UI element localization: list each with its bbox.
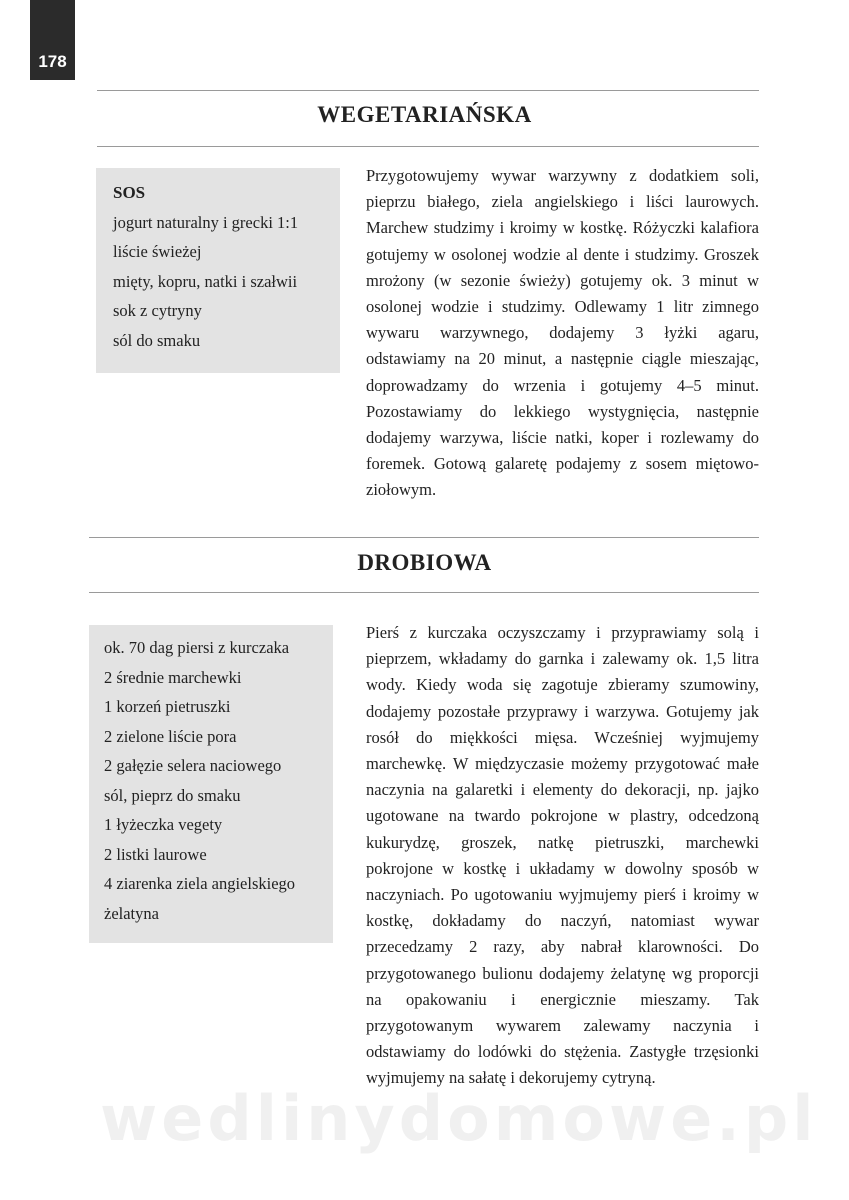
ingredient-item: mięty, kopru, natki i szałwii [113,271,298,291]
ingredient-item: 1 korzeń pietruszki [104,697,231,716]
page-number: 178 [38,52,67,71]
ingredient-item: 2 zielone liście pora [104,726,237,746]
section-title: DROBIOWA [357,550,492,575]
ingredient-item: 4 ziarenka ziela angielskiego [104,874,296,893]
section-rule-top [97,90,759,91]
section-title: WEGETARIAŃSKA [317,102,532,127]
section-rule-bottom [97,146,759,147]
ingredient-item: liście świeżej [113,242,202,261]
section-rule-bottom [89,592,759,593]
ingredient-item: żelatyna [104,903,159,923]
ingredient-item: sól do smaku [113,330,201,350]
ingredient-item: sól, pieprz do smaku [104,785,241,805]
ingredients-box [96,168,340,373]
ingredient-item: ok. 70 dag piersi z kurczaka [104,638,290,657]
ingredient-item: sok z cytryny [113,301,202,320]
ingredient-item: jogurt naturalny i grecki 1:1 [113,212,299,232]
instructions-text: Przygotowujemy wywar warzywny z dodatkiem soli, pieprzu białego, ziela angielskiego i liści laurowych. Marchew studzimy i kroimy w kostkę. Różyczki kalafiora gotujemy w osolonej wodzie al dente i studzimy. Groszek mrożony (w sezonie świeży) gotujemy ok. 3 minut w osolonej wodzie i studzimy. Odlewamy 1 litr zimnego wywaru warzywnego, dodajemy 3 łyżki agaru, odstawiamy na 20 minut, a następnie ciągle mieszając, doprowadzamy do wrzenia i gotujemy 4–5 minut. Pozostawiamy do lekkiego wystygnięcia, następnie dodajemy warzywa, liście natki, koper i rozlewamy do foremek. Gotową galaretę podajemy z sosem miętowo-ziołowym. [366,166,759,500]
ingredient-item: 2 średnie marchewki [104,667,242,687]
ingredient-item: 2 listki laurowe [104,844,207,864]
page-number-tab [30,0,75,80]
section-rule-top [89,537,759,538]
ingredients-heading: SOS [113,183,146,202]
ingredients-box [89,625,333,943]
ingredient-item: 2 gałęzie selera naciowego [104,756,282,775]
instructions-text: Pierś z kurczaka oczyszczamy i przyprawiamy solą i pieprzem, wkładamy do garnka i zalewamy ok. 1,5 litra wody. Kiedy woda się zagotuje zbieramy szumowiny, dodajemy pozostałe przyprawy i warzywa. Gotujemy jak rosół do miękkości mięsa. Wcześniej wyjmujemy marchewkę. W międzyczasie możemy przygotować małe naczynia na galaretki i elementy do dekoracji, np. jajko ugotowane na twardo pokrojone w plastry, odcedzoną kukurydzę, groszek, natkę pietruszki, marchewki pokrojone w kostkę i układamy w dowolny sposób w naczyniach. Po ugotowaniu wyjmujemy pierś i kroimy w kostkę, dokładamy do naczyń, natomiast wywar przecedzamy 2 razy, aby nabrał klarowności. Do przygotowanego bulionu dodajemy żelatynę wg proporcji na opakowaniu i energicznie mieszamy. Tak przygotowanym wywarem zalewamy naczynia i odstawiamy do lodówki do stężenia. Zastygłe trzęsionki wyjmujemy na sałatę i dekorujemy cytryną. [366,623,759,1088]
watermark-text: wedlinydomowe.pl [100,1082,818,1155]
ingredient-item: 1 łyżeczka vegety [104,815,223,834]
